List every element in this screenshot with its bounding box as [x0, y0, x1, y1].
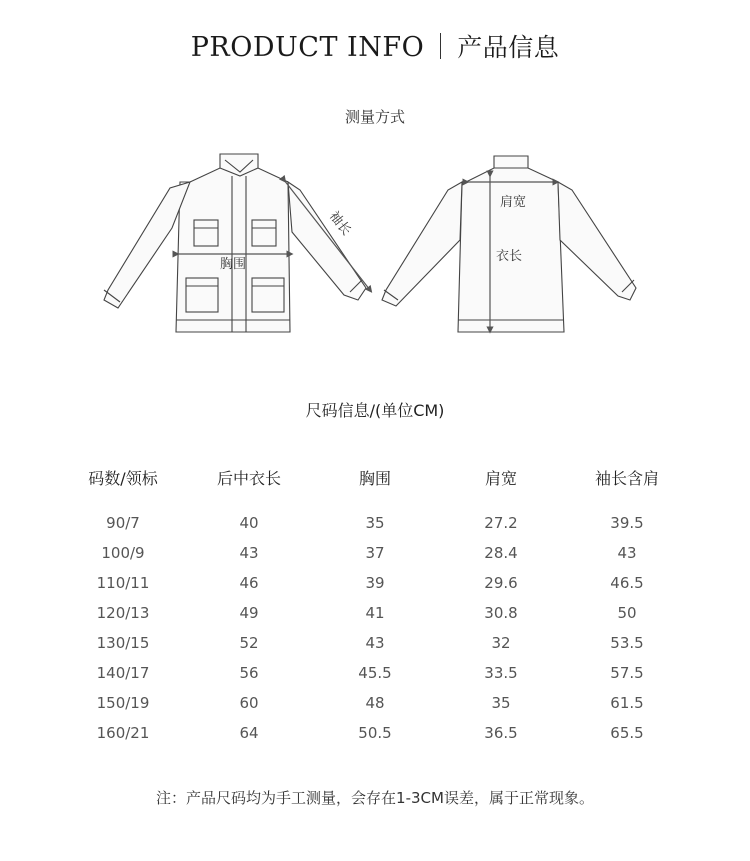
table-cell: 61.5 — [610, 694, 644, 712]
table-cell: 120/13 — [96, 604, 150, 622]
table-row — [60, 658, 690, 688]
table-cell: 140/17 — [96, 664, 150, 682]
table-cell: 46.5 — [610, 574, 644, 592]
table-cell: 29.6 — [484, 574, 518, 592]
table-cell: 33.5 — [484, 664, 518, 682]
length-label: 衣长 — [496, 249, 523, 264]
jacket-front-drawing — [104, 154, 366, 332]
table-cell: 50.5 — [358, 724, 392, 742]
measurement-method-label: 测量方式 — [344, 108, 405, 126]
table-row — [60, 508, 690, 538]
column-header-size: 码数/领标 — [88, 468, 158, 488]
column-header-sleeve: 袖长含肩 — [594, 468, 659, 488]
table-cell: 43 — [617, 544, 637, 562]
table-cell: 100/9 — [101, 544, 145, 562]
title-chinese: 产品信息 — [457, 33, 560, 62]
table-row — [60, 628, 690, 658]
table-row — [60, 718, 690, 748]
page-title — [0, 28, 750, 64]
table-cell: 46 — [239, 574, 259, 592]
sleeve-label: 袖长 — [325, 208, 354, 239]
table-cell: 39.5 — [610, 514, 644, 532]
table-cell: 36.5 — [484, 724, 518, 742]
table-cell: 35 — [491, 694, 511, 712]
table-cell: 160/21 — [96, 724, 150, 742]
table-row — [60, 598, 690, 628]
table-cell: 30.8 — [484, 604, 518, 622]
table-cell: 90/7 — [106, 514, 140, 532]
title-divider — [440, 33, 441, 59]
table-row — [60, 568, 690, 598]
table-row — [60, 538, 690, 568]
table-cell: 45.5 — [358, 664, 392, 682]
column-header-length: 后中衣长 — [216, 468, 281, 488]
title-english: PRODUCT INFO — [190, 32, 425, 63]
table-cell: 49 — [239, 604, 259, 622]
shoulder-label: 肩宽 — [500, 195, 527, 210]
table-cell: 52 — [239, 634, 259, 652]
size-table-body — [60, 508, 690, 748]
column-header-shoulder: 肩宽 — [484, 468, 517, 488]
table-cell: 39 — [365, 574, 385, 592]
table-cell: 56 — [239, 664, 259, 682]
table-cell: 43 — [239, 544, 259, 562]
table-cell: 48 — [365, 694, 385, 712]
table-cell: 53.5 — [610, 634, 644, 652]
table-cell: 110/11 — [96, 574, 150, 592]
table-cell: 60 — [239, 694, 259, 712]
table-cell: 150/19 — [96, 694, 150, 712]
chest-label: 胸围 — [220, 257, 247, 272]
table-cell: 35 — [365, 514, 385, 532]
column-header-chest: 胸围 — [358, 468, 391, 488]
size-table-title: 尺码信息/(单位CM) — [305, 401, 445, 420]
table-cell: 28.4 — [484, 544, 518, 562]
table-cell: 57.5 — [610, 664, 644, 682]
table-cell: 50 — [617, 604, 637, 622]
table-row — [60, 688, 690, 718]
table-cell: 65.5 — [610, 724, 644, 742]
table-cell: 43 — [365, 634, 385, 652]
table-cell: 41 — [365, 604, 385, 622]
measurement-diagram — [0, 150, 750, 350]
table-cell: 64 — [239, 724, 259, 742]
table-cell: 130/15 — [96, 634, 150, 652]
table-cell: 40 — [239, 514, 259, 532]
table-cell: 32 — [491, 634, 511, 652]
table-cell: 37 — [365, 544, 385, 562]
measurement-note: 注：产品尺码均为手工测量，会存在1-3CM误差，属于正常现象。 — [156, 789, 594, 807]
table-cell: 27.2 — [484, 514, 518, 532]
size-table-header — [60, 462, 690, 492]
